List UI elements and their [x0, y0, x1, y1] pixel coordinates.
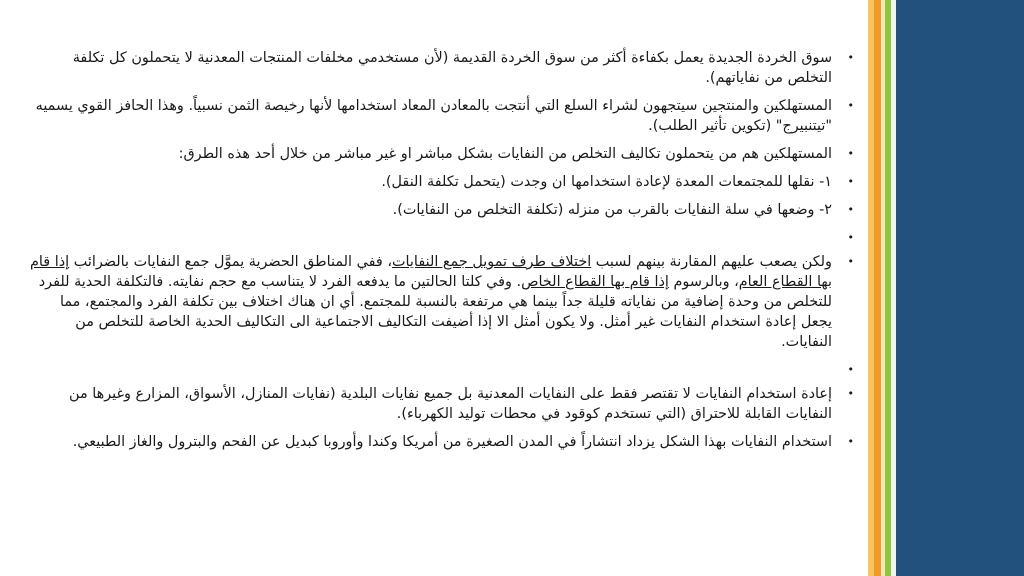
list-item-text: ١- نقلها للمجتمعات المعدة لإعادة استخدامها ان وجدت (يتحمل تكلفة النقل).: [381, 174, 832, 190]
underlined-term: إذا قام بها القطاع الخاص: [521, 274, 669, 290]
underlined-term: إذا قام بها القطاع العام: [30, 254, 832, 290]
bullet-icon: •: [847, 175, 854, 188]
list-item: [28, 252, 856, 352]
underlined-term: اختلاف طرف تمويل جمع النفايات: [392, 254, 592, 270]
list-item: [28, 48, 856, 88]
sidebar-blue-panel: [896, 0, 1024, 576]
slide-body: [28, 48, 856, 460]
bullet-icon: •: [847, 99, 854, 112]
text-run: ، ففي المناطق الحضرية يموَّل جمع النفايات بالضرائب: [69, 254, 392, 270]
list-item-text: [30, 254, 832, 350]
list-item-text: إعادة استخدام النفايات لا تقتصر فقط على النفايات المعدنية بل جميع نفايات البلدية (نفايات المنازل، الأسواق، المزارع وغيرها من النفايات القابلة للاحتراق (التي تستخدم كوقود في محطات توليد الكهرباء).: [68, 386, 832, 422]
list-item: [28, 96, 856, 136]
bullet-icon: •: [847, 435, 854, 448]
bullet-icon: •: [847, 51, 854, 64]
bullet-list: [28, 48, 856, 452]
text-run: ولكن يصعب عليهم المقارنة بينهم لسبب: [591, 254, 832, 270]
bullet-icon: •: [847, 255, 854, 268]
list-item: [28, 432, 856, 452]
empty-list-item: [28, 360, 856, 380]
bullet-icon: •: [847, 147, 854, 160]
list-item-text: المستهلكين والمنتجين سيتجهون لشراء السلع التي أنتجت بالمعادن المعاد استخدامها لأنها رخيصة الثمن نسبياً. وهذا الحافز القوي يسميه "تيتنبيرج" (تكوين تأثير الطلب).: [35, 98, 832, 134]
list-item: [28, 172, 856, 192]
list-item-text: استخدام النفايات بهذا الشكل يزداد انتشاراً في المدن الصغيرة من أمريكا وكندا وأوروبا كبديل عن الفحم والبترول والغاز الطبيعي.: [72, 434, 832, 450]
bullet-icon: •: [847, 231, 854, 244]
bullet-icon: •: [847, 363, 854, 376]
text-run: . وفي كلتا الحالتين ما يدفعه الفرد لا يتناسب مع حجم نفايته. فالتكلفة الحدية للفرد للتخلص من وحدة إضافية من نفاياته قليلة جداً بينما هي مرتفعة بالنسبة للمجتمع. أي ان هناك اختلاف بين تكلفة الفرد والمجتمع، مما يجعل إعادة استخدام النفايات غير أمثل. ولا يكون أمثل الا إذا أضيفت التكاليف الاجتماعية الى التكاليف الحدية الخاصة للتخلص من النفايات.: [38, 274, 832, 350]
list-item-text: المستهلكين هم من يتحملون تكاليف التخلص من النفايات بشكل مباشر او غير مباشر من خلال أحد هذه الطرق:: [178, 146, 832, 162]
list-item-text: سوق الخردة الجديدة يعمل بكفاءة أكثر من سوق الخردة القديمة (لأن مستخدمي مخلفات المنتجات المعدنية لا يتحملون كل تكلفة التخلص من نفاياتهم).: [72, 50, 832, 86]
decor-stripe-orange: [874, 0, 881, 576]
text-run: ، وبالرسوم: [668, 274, 739, 290]
list-item-text: ٢- وضعها في سلة النفايات بالقرب من منزله (تكلفة التخلص من النفايات).: [392, 202, 832, 218]
empty-list-item: [28, 228, 856, 248]
bullet-icon: •: [847, 387, 854, 400]
list-item: [28, 384, 856, 424]
list-item: [28, 200, 856, 220]
list-item: [28, 144, 856, 164]
bullet-icon: •: [847, 203, 854, 216]
